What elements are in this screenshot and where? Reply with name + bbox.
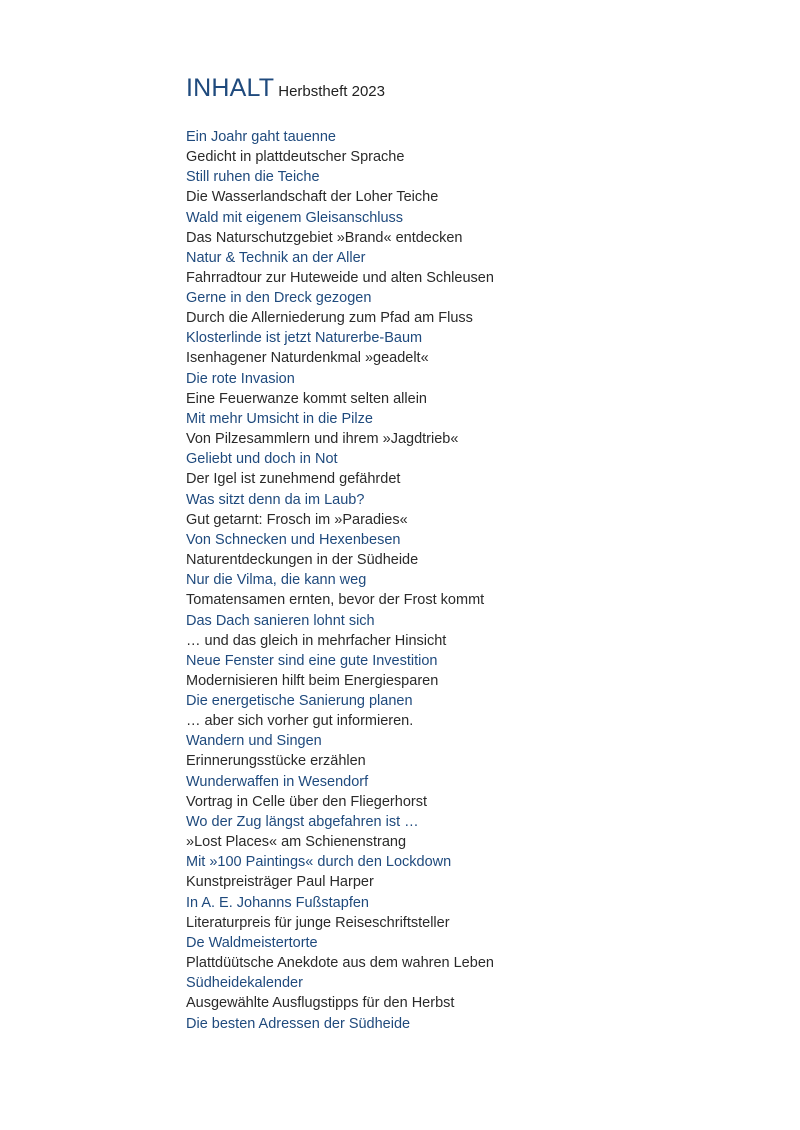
toc-entry-subtitle: Tomatensamen ernten, bevor der Frost kommt (186, 592, 485, 609)
toc-entry-title[interactable]: Mit mehr Umsicht in die Pilze (186, 411, 373, 428)
toc-entry-title[interactable]: Nur die Vilma, die kann weg (186, 572, 367, 589)
toc-entry-subtitle: Gedicht in plattdeutscher Sprache (186, 149, 405, 165)
toc-entry-subtitle: Isenhagener Naturdenkmal »geadelt« (186, 350, 429, 367)
toc-entry (186, 973, 746, 1013)
toc-entry-subtitle: Vortrag in Celle über den Fliegerhorst (186, 793, 427, 810)
toc-entry-subtitle: Modernisieren hilft beim Energiesparen (186, 672, 439, 689)
toc-entry (186, 651, 746, 691)
toc-entry-title[interactable]: Wunderwaffen in Wesendorf (186, 773, 369, 790)
toc-entry (186, 731, 746, 771)
toc-entry-subtitle: … und das gleich in mehrfacher Hinsicht (186, 632, 447, 649)
toc-entry-subtitle: Eine Feuerwanze kommt selten allein (186, 390, 427, 407)
toc-entry-title[interactable]: Wald mit eigenem Gleisanschluss (186, 209, 404, 226)
toc-entry-title[interactable]: Still ruhen die Teiche (186, 169, 320, 186)
table-of-contents (186, 127, 746, 1034)
toc-entry-subtitle: Das Naturschutzgebiet »Brand« entdecken (186, 229, 463, 246)
toc-entry (186, 288, 746, 328)
toc-entry (186, 570, 746, 610)
toc-entry (186, 409, 746, 449)
toc-entry (186, 167, 746, 207)
toc-entry (186, 852, 746, 892)
toc-entry-title[interactable]: De Waldmeistertorte (186, 934, 318, 951)
toc-entry-subtitle: Von Pilzesammlern und ihrem »Jagdtrieb« (186, 431, 459, 448)
toc-entry (186, 1014, 746, 1034)
toc-entry-subtitle: Naturentdeckungen in der Südheide (186, 551, 419, 568)
toc-entry (186, 328, 746, 368)
toc-entry-subtitle: Kunstpreisträger Paul Harper (186, 874, 374, 891)
toc-entry-title[interactable]: Von Schnecken und Hexenbesen (186, 531, 401, 548)
toc-entry (186, 893, 746, 933)
toc-entry-subtitle: Durch die Allerniederung zum Pfad am Fluss (186, 310, 473, 327)
toc-entry (186, 611, 746, 651)
toc-entry-title[interactable]: In A. E. Johanns Fußstapfen (186, 894, 369, 911)
toc-entry-subtitle: Ausgewählte Ausflugstipps für den Herbst (186, 995, 455, 1012)
toc-entry-title[interactable]: Neue Fenster sind eine gute Investition (186, 652, 438, 669)
toc-entry-title[interactable]: Die energetische Sanierung planen (186, 693, 413, 710)
toc-entry-subtitle: Literaturpreis für junge Reiseschriftsteller (186, 914, 450, 931)
toc-entry (186, 208, 746, 248)
toc-entry-title[interactable]: Ein Joahr gaht tauenne (186, 129, 336, 145)
toc-entry (186, 490, 746, 530)
toc-entry-title[interactable]: Die besten Adressen der Südheide (186, 1015, 411, 1032)
toc-entry (186, 369, 746, 409)
toc-entry-title[interactable]: Südheidekalender (186, 975, 303, 992)
toc-entry-subtitle: … aber sich vorher gut informieren. (186, 713, 414, 730)
toc-entry (186, 127, 746, 167)
page-header (186, 74, 746, 103)
toc-entry (186, 691, 746, 731)
toc-entry-subtitle: Der Igel ist zunehmend gefährdet (186, 471, 401, 488)
toc-entry-title[interactable]: Natur & Technik an der Aller (186, 249, 366, 266)
toc-entry-subtitle: Gut getarnt: Frosch im »Paradies« (186, 511, 408, 528)
toc-entry (186, 449, 746, 489)
toc-entry-title[interactable]: Die rote Invasion (186, 370, 295, 387)
toc-entry-title[interactable]: Wo der Zug längst abgefahren ist … (186, 814, 419, 831)
toc-entry (186, 812, 746, 852)
toc-entry-subtitle: Fahrradtour zur Huteweide und alten Schleusen (186, 269, 494, 286)
issue-label: Herbstheft 2023 (278, 83, 385, 100)
toc-entry-title[interactable]: Das Dach sanieren lohnt sich (186, 612, 375, 629)
toc-entry-title[interactable]: Klosterlinde ist jetzt Naturerbe-Baum (186, 330, 423, 347)
toc-entry (186, 933, 746, 973)
toc-entry (186, 772, 746, 812)
toc-entry-title[interactable]: Mit »100 Paintings« durch den Lockdown (186, 854, 452, 871)
toc-entry-title[interactable]: Gerne in den Dreck gezogen (186, 290, 372, 307)
toc-entry-subtitle: »Lost Places« am Schienenstrang (186, 834, 407, 851)
toc-entry-title[interactable]: Wandern und Singen (186, 733, 322, 750)
toc-entry-title[interactable]: Was sitzt denn da im Laub? (186, 491, 365, 508)
toc-entry-subtitle: Plattdüütsche Anekdote aus dem wahren Leben (186, 954, 494, 971)
toc-entry-subtitle: Erinnerungsstücke erzählen (186, 753, 366, 770)
contents-page (186, 74, 746, 1034)
toc-entry (186, 530, 746, 570)
toc-entry-subtitle: Die Wasserlandschaft der Loher Teiche (186, 189, 439, 206)
toc-entry-title[interactable]: Geliebt und doch in Not (186, 451, 338, 468)
toc-entry (186, 248, 746, 288)
page-title: INHALT (186, 74, 275, 102)
